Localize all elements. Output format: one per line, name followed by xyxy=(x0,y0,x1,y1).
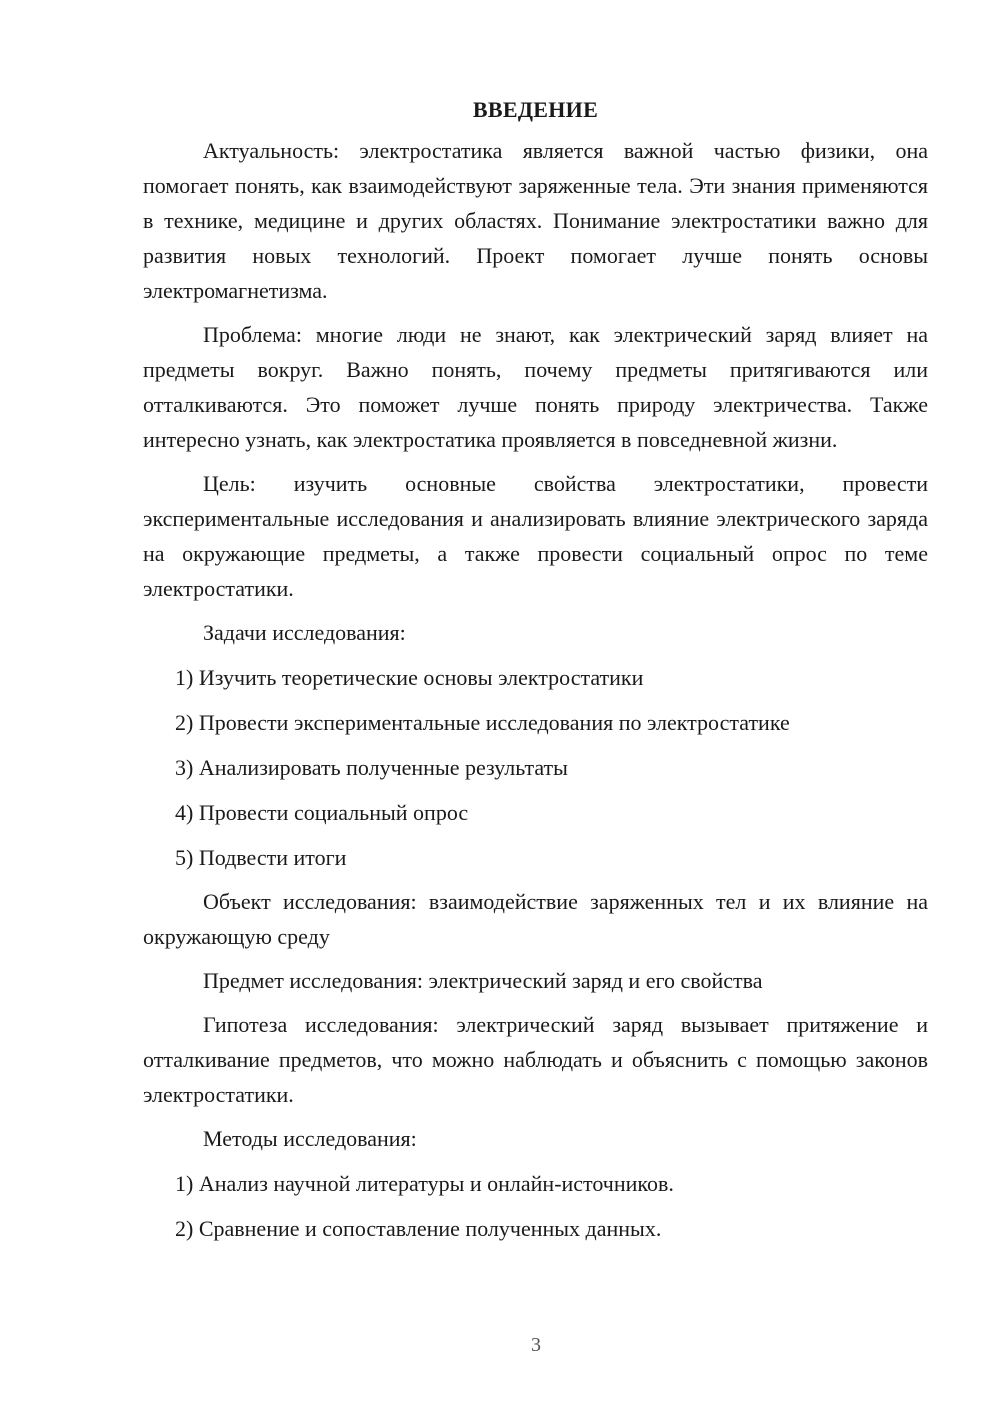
document-page xyxy=(143,92,928,1246)
list-item: 1) Анализ научной литературы и онлайн-источников. xyxy=(175,1171,674,1196)
list-item: 3) Анализировать полученные результаты xyxy=(175,755,568,780)
page-number: 3 xyxy=(531,1334,541,1356)
list-item: 4) Провести социальный опрос xyxy=(175,800,469,825)
paragraph-subject: Предмет исследования: электрический заряд и его свойства xyxy=(203,968,763,993)
paragraph-goal: Цель: изучить основные свойства электростатики, провести экспериментальные исследования и анализировать влияние электрического заряда на окружающие предметы, а также провести социальный опрос по теме электростатики. xyxy=(143,471,928,601)
list-item: 5) Подвести итоги xyxy=(175,845,347,870)
page-title: ВВЕДЕНИЕ xyxy=(472,97,599,122)
methods-heading: Методы исследования: xyxy=(203,1126,417,1151)
methods-list xyxy=(143,1166,928,1246)
tasks-heading: Задачи исследования: xyxy=(203,620,406,645)
list-item: 1) Изучить теоретические основы электростатики xyxy=(175,665,644,690)
paragraph-problem: Проблема: многие люди не знают, как электрический заряд влияет на предметы вокруг. Важно понять, почему предметы притягиваются или отталкиваются. Это поможет лучше понять природу электричества. Также интересно узнать, как электростатика проявляется в повседневной жизни. xyxy=(143,322,928,452)
list-item: 2) Сравнение и сопоставление полученных данных. xyxy=(175,1216,662,1241)
paragraph-relevance: Актуальность: электростатика является важной частью физики, она помогает понять, как взаимодействуют заряженные тела. Эти знания применяются в технике, медицине и других областях. Понимание электростатики важно для развития новых технологий. Проект помогает лучше понять основы электромагнетизма. xyxy=(143,138,928,303)
paragraph-object: Объект исследования: взаимодействие заряженных тел и их влияние на окружающую среду xyxy=(143,889,928,949)
paragraph-hypothesis: Гипотеза исследования: электрический заряд вызывает притяжение и отталкивание предметов, что можно наблюдать и объяснить с помощью законов электростатики. xyxy=(143,1012,928,1107)
tasks-list xyxy=(143,660,928,875)
list-item: 2) Провести экспериментальные исследования по электростатике xyxy=(175,710,790,735)
